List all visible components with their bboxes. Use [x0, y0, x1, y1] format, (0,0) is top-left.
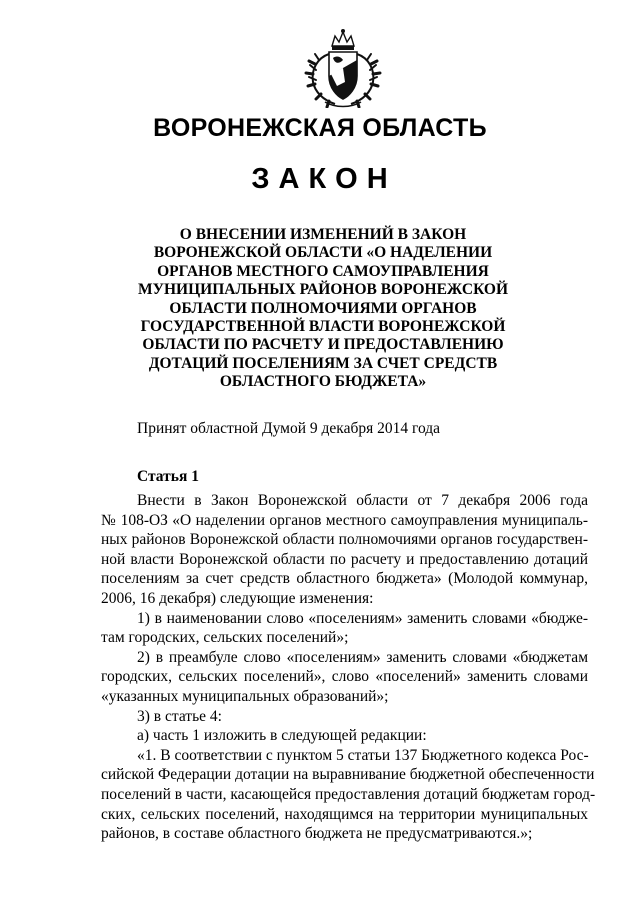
- paragraph-line: там городских, сельских поселений»;: [101, 629, 349, 647]
- paragraph-line: поселениям за счет средств областного бюджета» (Молодой коммунар,: [101, 570, 588, 588]
- article-paragraph: [101, 726, 588, 746]
- law-title-line: ГОСУДАРСТВЕННОЙ ВЛАСТИ ВОРОНЕЖСКОЙ: [140, 318, 506, 336]
- paragraph-line: 3) в статье 4:: [137, 707, 222, 725]
- article-paragraph: [101, 609, 588, 648]
- adoption-note: Принят областной Думой 9 декабря 2014 года: [137, 420, 441, 437]
- paragraph-line: ских, сельских поселений, находящимся на территории муниципальных: [101, 805, 588, 823]
- coat-of-arms-emblem: [299, 24, 387, 108]
- paragraph-line: сийской Федерации дотации на выравнивание бюджетной обеспеченности: [101, 766, 595, 784]
- paragraph-line: ной власти Воронежской области по расчету и предоставлению дотаций: [101, 550, 588, 568]
- law-title: [120, 226, 526, 392]
- document-type: ЗАКОН: [251, 163, 397, 195]
- article-body: [101, 491, 596, 844]
- article-paragraph: [101, 491, 588, 609]
- paragraph-line: 2006, 16 декабря) следующие изменения:: [101, 589, 374, 607]
- law-title-line: ОБЛАСТИ ПО РАСЧЕТУ И ПРЕДОСТАВЛЕНИЮ: [142, 336, 504, 354]
- article-paragraph: [101, 707, 588, 727]
- law-title-line: ОБЛАСТИ ПОЛНОМОЧИЯМИ ОРГАНОВ: [169, 299, 477, 317]
- paragraph-line: ных районов Воронежской области полномочиями органов государствен-: [101, 531, 588, 549]
- paragraph-line: № 108-ОЗ «О наделении органов местного самоуправления муниципаль-: [101, 511, 588, 529]
- paragraph-line: городских, сельских поселений», слово «поселений» заменить словами: [101, 668, 588, 686]
- paragraph-line: Внести в Закон Воронежской области от 7 декабря 2006 года: [137, 492, 588, 509]
- region-title: ВОРОНЕЖСКАЯ ОБЛАСТЬ: [153, 114, 487, 142]
- law-title-line: ОБЛАСТНОГО БЮДЖЕТА»: [219, 373, 427, 391]
- law-title-line: МУНИЦИПАЛЬНЫХ РАЙОНОВ ВОРОНЕЖСКОЙ: [137, 281, 509, 299]
- paragraph-line: 2) в преамбуле слово «поселениям» заменить словами «бюджетам: [137, 648, 588, 666]
- paragraph-line: районов, в составе областного бюджета не предусматриваются.»;: [101, 825, 533, 843]
- paragraph-line: поселений в части, касающейся предоставления дотаций бюджетам город-: [101, 785, 596, 803]
- paragraph-line: а) часть 1 изложить в следующей редакции:: [137, 727, 427, 745]
- law-title-line: О ВНЕСЕНИИ ИЗМЕНЕНИЙ В ЗАКОН: [179, 226, 467, 243]
- law-title-line: ОРГАНОВ МЕСТНОГО САМОУПРАВЛЕНИЯ: [157, 262, 489, 280]
- article-title: Статья 1: [137, 468, 199, 485]
- law-title-line: ДОТАЦИЙ ПОСЕЛЕНИЯМ ЗА СЧЕТ СРЕДСТВ: [148, 354, 498, 372]
- article-paragraph: [101, 648, 588, 707]
- paragraph-line: 1) в наименовании слово «поселениям» заменить словами «бюдже-: [137, 609, 588, 627]
- article-paragraph: [101, 746, 596, 844]
- paragraph-line: «1. В соответствии с пунктом 5 статьи 137 Бюджетного кодекса Рос-: [137, 746, 589, 764]
- paragraph-line: «указанных муниципальных образований»;: [101, 687, 389, 705]
- law-title-line: ВОРОНЕЖСКОЙ ОБЛАСТИ «О НАДЕЛЕНИИ: [153, 244, 493, 262]
